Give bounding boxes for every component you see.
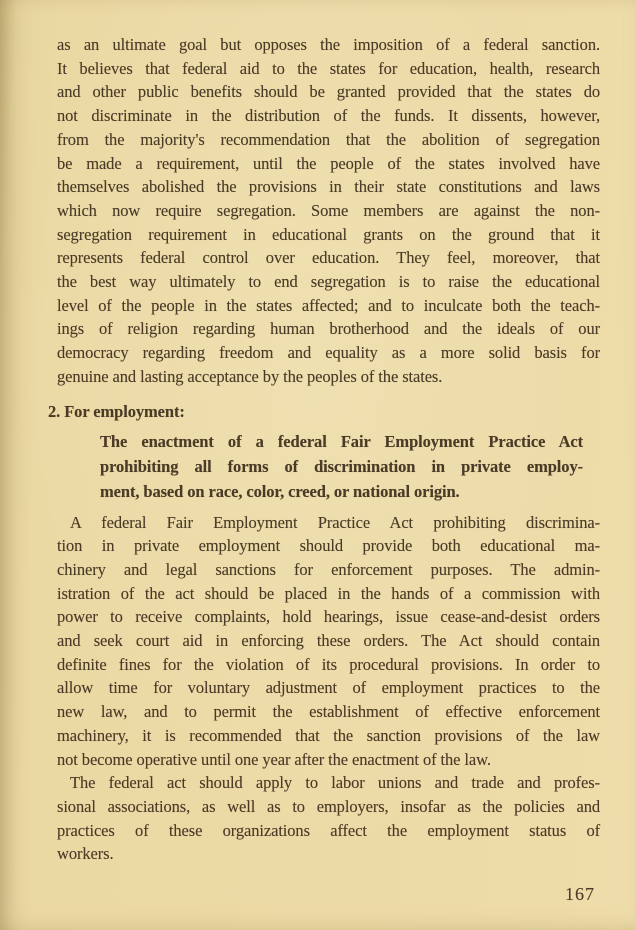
recommendation-quote bbox=[100, 429, 583, 504]
text-line: represents federal control over education. They feel, moreover, that bbox=[57, 248, 600, 268]
text-line: themselves abolished the provisions in their state constitutions and laws bbox=[57, 177, 600, 197]
text-line: allow time for voluntary adjustment of employment practices to the bbox=[57, 678, 600, 698]
text-line: and seek court aid in enforcing these orders. The Act should contain bbox=[57, 631, 600, 651]
text-line: sional associations, as well as to employers, insofar as the policies and bbox=[57, 796, 600, 816]
text-line: genuine and lasting acceptance by the peoples of the states. bbox=[57, 366, 443, 386]
text-line: definite fines for the violation of its procedural provisions. In order to bbox=[57, 654, 600, 674]
text-line: tion in private employment should provide both educational ma- bbox=[57, 536, 600, 556]
text-line: machinery, it is recommended that the sanction provisions of the law bbox=[57, 725, 600, 745]
fepa-detail-paragraph bbox=[57, 511, 600, 772]
text-line: ment, based on race, color, creed, or national origin. bbox=[100, 481, 460, 501]
text-line: The enactment of a federal Fair Employment Practice Act bbox=[100, 431, 583, 451]
text-line: and other public benefits should be granted provided that the states do bbox=[57, 82, 600, 102]
text-line: workers. bbox=[57, 844, 114, 864]
text-line: istration of the act should be placed in the hands of a commission with bbox=[57, 583, 600, 603]
text-line: not discriminate in the distribution of the funds. It dissents, however, bbox=[57, 106, 600, 126]
text-line: be made a requirement, until the people of the states involved have bbox=[57, 153, 600, 173]
text-line: A federal Fair Employment Practice Act prohibiting discrimina- bbox=[70, 512, 600, 532]
text-line: the best way ultimately to end segregation is to raise the educational bbox=[57, 272, 600, 292]
text-line: segregation requirement in educational grants on the ground that it bbox=[57, 224, 600, 244]
text-line: prohibiting all forms of discrimination in private employ- bbox=[100, 456, 583, 476]
text-line: from the majority's recommendation that the abolition of segregation bbox=[57, 129, 600, 149]
text-line: democracy regarding freedom and equality as a more solid basis for bbox=[57, 343, 600, 363]
page-text-body bbox=[48, 33, 600, 866]
text-line: chinery and legal sanctions for enforcement purposes. The admin- bbox=[57, 559, 600, 579]
text-line: The federal act should apply to labor unions and trade and profes- bbox=[70, 773, 600, 793]
page-number: 167 bbox=[565, 884, 595, 904]
text-line: level of the people in the states affected; and to inculcate both the teach- bbox=[57, 295, 600, 315]
text-line: as an ultimate goal but opposes the imposition of a federal sanction. bbox=[57, 35, 600, 54]
text-line: new law, and to permit the establishment of effective enforcement bbox=[57, 702, 600, 722]
text-line: It believes that federal aid to the states for education, health, research bbox=[57, 58, 600, 78]
text-line: not become operative until one year after the enactment of the law. bbox=[57, 749, 491, 769]
unions-paragraph bbox=[57, 771, 600, 866]
text-line: practices of these organizations affect the employment status of bbox=[57, 820, 600, 840]
text-line: ings of religion regarding human brotherhood and the ideals of our bbox=[57, 319, 600, 339]
continuation-paragraph bbox=[57, 33, 600, 389]
section-heading-employment: 2. For employment: bbox=[48, 401, 185, 421]
text-line: which now require segregation. Some members are against the non- bbox=[57, 200, 600, 220]
text-line: power to receive complaints, hold hearings, issue cease-and-desist orders bbox=[57, 607, 600, 627]
